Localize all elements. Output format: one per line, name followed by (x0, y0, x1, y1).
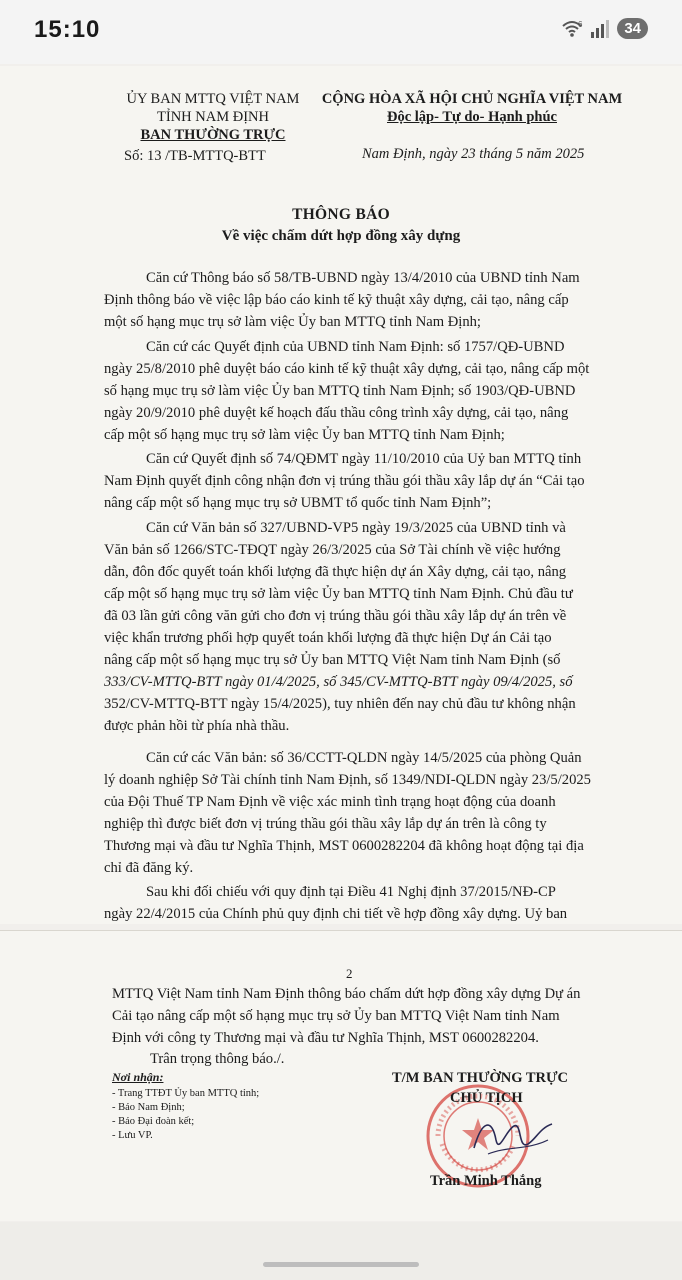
body-line: nghiệp thì được biết đơn vị trúng thầu gói thầu xây lắp dự án trên là công ty (104, 816, 547, 832)
national-header (312, 90, 632, 126)
issuer-header (88, 90, 338, 144)
body-line: nâng cấp một số hạng mục trụ sở Ủy ban MTTQ Việt Nam tỉnh Nam Định (số (104, 652, 561, 668)
body-line: Văn bản số 1266/STC-TĐQT ngày 26/3/2025 của Sở Tài chính về việc hướng (104, 542, 561, 558)
status-time: 15:10 (34, 16, 101, 43)
body-line: Sau khi đối chiếu với quy định tại Điều 41 Nghị định 37/2015/NĐ-CP (146, 884, 556, 900)
body-line: của Đội Thuế TP Nam Định về việc xác minh tình trạng hoạt động của doanh (104, 794, 556, 810)
issuer-line-2: TỈNH NAM ĐỊNH (157, 109, 269, 125)
recipient-item: - Trang TTĐT Ủy ban MTTQ tỉnh; (112, 1088, 260, 1099)
signature-role: CHỦ TỊCH (450, 1090, 523, 1106)
body-line: Thương mại và đầu tư Nghĩa Thịnh, MST 0600282204 đã không hoạt động tại địa (104, 838, 584, 854)
bottom-area (0, 1222, 682, 1280)
body-line: Cải tạo nâng cấp một số hạng mục trụ sở Ủy ban MTTQ Việt Nam tỉnh Nam (112, 1008, 560, 1024)
status-icons (561, 18, 648, 39)
network-label: 6 (578, 19, 583, 29)
national-motto: Độc lập- Tự do- Hạnh phúc (387, 109, 557, 125)
signal-icon (591, 20, 609, 38)
body-line: được phản hồi từ phía nhà thầu. (104, 718, 290, 734)
battery-icon: 34 (617, 18, 648, 39)
signature-title: T/M BAN THƯỜNG TRỰC (392, 1070, 569, 1086)
body-line: Căn cứ các Quyết định của UBND tỉnh Nam Định: số 1757/QĐ-UBND (146, 339, 565, 355)
body-line: dẫn, đôn đốc quyết toán khối lượng đã thực hiện dự án Xây dựng, cải tạo, nâng (104, 564, 567, 580)
body-line: một số hạng mục trụ sở làm việc Ủy ban MTTQ tỉnh Nam Định; (104, 314, 481, 330)
body-line: MTTQ Việt Nam tỉnh Nam Định thông báo chấm dứt hợp đồng xây dựng Dự án (112, 986, 581, 1002)
recipient-item: - Lưu VP. (112, 1130, 153, 1141)
closing-line: Trân trọng thông báo./. (150, 1051, 285, 1067)
body-line: Căn cứ Quyết định số 74/QĐMT ngày 11/10/2010 của Uỷ ban MTTQ tỉnh (146, 451, 582, 467)
document-date: Nam Định, ngày 23 tháng 5 năm 2025 (362, 146, 585, 162)
body-line: Căn cứ các Văn bản: số 36/CCTT-QLDN ngày 14/5/2025 của phòng Quản (146, 750, 582, 766)
body-line: Căn cứ Thông báo số 58/TB-UBND ngày 13/4/2010 của UBND tỉnh Nam (146, 270, 580, 286)
body-line: Căn cứ Văn bản số 327/UBND-VP5 ngày 19/3/2025 của UBND tỉnh và (146, 520, 566, 536)
document-number: Số: 13 /TB-MTTQ-BTT (124, 148, 266, 164)
document-page-2 (0, 930, 682, 1221)
body-line: ngày 20/9/2010 phê duyệt kế hoạch đấu thầu công trình xây dựng, cải tạo, nâng (104, 405, 569, 421)
body-line: Định thông báo về việc lập báo cáo kinh tế kỹ thuật xây dựng, cải tạo, nâng cấp (104, 292, 569, 308)
recipient-item: - Báo Đại đoàn kết; (112, 1116, 195, 1127)
body-line: lý doanh nghiệp Sở Tài chính tỉnh Nam Định, số 1349/NDI-QLDN ngày 23/5/2025 (104, 772, 591, 788)
document-title: THÔNG BÁO (292, 206, 390, 223)
document-subtitle: Về việc chấm dứt hợp đồng xây dựng (221, 228, 461, 244)
page-number: 2 (346, 966, 353, 981)
body-line: Nam Định quyết định công nhận đơn vị trúng thầu gói thầu xây lắp dự án “Cải tạo (104, 473, 585, 489)
body-line: cấp một số hạng mục trụ sở làm việc Ủy ban MTTQ tỉnh Nam Định; (104, 427, 505, 443)
body-line: việc khẩn trương phối hợp quyết toán khối lượng đã thực hiện Dự án Cải tạo (104, 630, 552, 646)
recipients-title: Nơi nhận: (112, 1070, 164, 1084)
issuer-line-1: ỦY BAN MTTQ VIỆT NAM (126, 91, 300, 107)
handwritten-signature (468, 1110, 558, 1165)
national-title: CỘNG HÒA XÃ HỘI CHỦ NGHĨA VIỆT NAM (321, 91, 623, 107)
status-bar (0, 0, 682, 64)
body-line: ngày 22/4/2015 của Chính phủ quy định chi tiết về hợp đồng xây dựng. Uỷ ban (104, 906, 568, 922)
body-line: số hạng mục trụ sở làm việc Ủy ban MTTQ tỉnh Nam Định; số 1903/QĐ-UBND (104, 383, 576, 399)
recipient-item: - Báo Nam Định; (112, 1102, 185, 1113)
body-line: nâng cấp một số hạng mục trụ sở UBMT tổ quốc tỉnh Nam Định”; (104, 495, 492, 511)
body-line: 352/CV-MTTQ-BTT ngày 15/4/2025), tuy nhiên đến nay chủ đầu tư không nhận (104, 696, 576, 712)
body-line: 333/CV-MTTQ-BTT ngày 01/4/2025, số 345/CV-MTTQ-BTT ngày 09/4/2025, số (104, 674, 573, 690)
home-indicator[interactable] (263, 1262, 419, 1267)
body-line: cấp một số hạng mục trụ sở làm việc Ủy ban MTTQ tỉnh Nam Định. Chủ đầu tư (104, 586, 573, 602)
body-line: chỉ đã đăng ký. (104, 860, 194, 876)
issuer-line-3: BAN THƯỜNG TRỰC (140, 127, 286, 143)
body-line: đã 03 lần gửi công văn gửi cho đơn vị trúng thầu gói thầu xây lắp dự án trên về (104, 608, 567, 624)
signer-name: Trần Minh Thắng (430, 1173, 542, 1189)
body-line: Định với công ty Thương mại và đầu tư Nghĩa Thịnh, MST 0600282204. (112, 1030, 539, 1046)
body-line: ngày 25/8/2010 phê duyệt báo cáo kinh tế kỹ thuật xây dựng, cải tạo, nâng cấp một (104, 361, 590, 377)
wifi-icon (561, 19, 583, 39)
